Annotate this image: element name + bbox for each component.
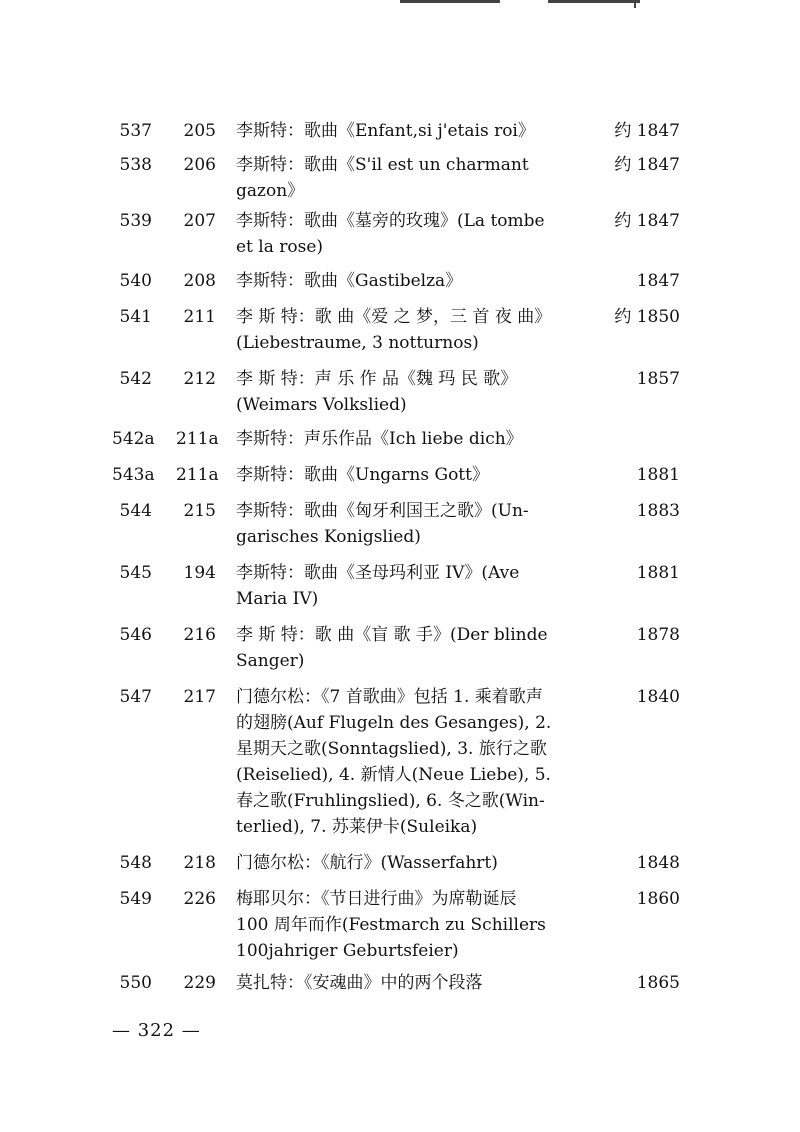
work-description bbox=[236, 268, 586, 294]
description-line: gazon》 bbox=[236, 181, 305, 201]
entry-number: 547 bbox=[119, 687, 152, 707]
catalog-ref: 217 bbox=[183, 687, 216, 707]
work-description bbox=[236, 560, 586, 612]
entry-number: 545 bbox=[119, 563, 152, 583]
work-description bbox=[236, 850, 586, 876]
description-line: 李 斯 特：声 乐 作 品《魏 玛 民 歌》 bbox=[236, 369, 518, 389]
year: 1881 bbox=[636, 563, 680, 583]
catalog-ref: 211a bbox=[176, 429, 219, 449]
year: 1881 bbox=[636, 465, 680, 485]
work-description bbox=[236, 886, 586, 964]
year: 约 1847 bbox=[614, 155, 680, 175]
catalog-ref: 194 bbox=[183, 563, 216, 583]
catalog-ref: 212 bbox=[183, 369, 216, 389]
description-line: 门德尔松：《航行》(Wasserfahrt) bbox=[236, 853, 498, 873]
work-description bbox=[236, 622, 586, 674]
top-rule-left bbox=[400, 0, 500, 3]
entry-number: 540 bbox=[119, 271, 152, 291]
entry-number: 539 bbox=[119, 211, 152, 231]
description-line: 李斯特：歌曲《圣母玛利亚 IV》(Ave bbox=[236, 563, 520, 583]
work-description bbox=[236, 970, 586, 996]
year: 1865 bbox=[636, 973, 680, 993]
catalog-ref: 211 bbox=[183, 307, 216, 327]
catalog-ref: 205 bbox=[183, 121, 216, 141]
description-line: 李 斯 特：歌 曲《爱 之 梦，三 首 夜 曲》 bbox=[236, 307, 552, 327]
description-line: 李斯特：歌曲《Enfant,si j'etais roi》 bbox=[236, 121, 535, 141]
work-description bbox=[236, 462, 586, 488]
description-line: 梅耶贝尔：《节日进行曲》为席勒诞辰 bbox=[236, 889, 517, 909]
work-description bbox=[236, 366, 586, 418]
work-description bbox=[236, 684, 586, 840]
year: 约 1847 bbox=[614, 121, 680, 141]
description-line: 李斯特：歌曲《Ungarns Gott》 bbox=[236, 465, 489, 485]
entry-number: 541 bbox=[119, 307, 152, 327]
description-line: Maria IV) bbox=[236, 589, 319, 609]
entry-number: 542a bbox=[112, 429, 155, 449]
work-description bbox=[236, 152, 586, 204]
description-line: 100 周年而作(Festmarch zu Schillers bbox=[236, 915, 546, 935]
description-line: 莫扎特：《安魂曲》中的两个段落 bbox=[236, 973, 483, 993]
entry-number: 548 bbox=[119, 853, 152, 873]
description-line: (Liebestraume, 3 notturnos) bbox=[236, 333, 479, 353]
year: 1848 bbox=[636, 853, 680, 873]
top-rule-tick bbox=[634, 0, 636, 8]
work-description bbox=[236, 118, 586, 144]
work-description bbox=[236, 426, 586, 452]
entry-number: 543a bbox=[112, 465, 155, 485]
description-line: 李斯特：声乐作品《Ich liebe dich》 bbox=[236, 429, 523, 449]
description-line: 春之歌(Fruhlingslied), 6. 冬之歌(Win- bbox=[236, 791, 545, 811]
entry-number: 538 bbox=[119, 155, 152, 175]
year: 1860 bbox=[636, 889, 680, 909]
description-line: 星期天之歌(Sonntagslied), 3. 旅行之歌 bbox=[236, 739, 547, 759]
year: 1840 bbox=[636, 687, 680, 707]
description-line: terlied), 7. 苏莱伊卡(Suleika) bbox=[236, 817, 478, 837]
page-number: — 322 — bbox=[112, 1020, 201, 1041]
catalog-ref: 211a bbox=[176, 465, 219, 485]
top-rule-right bbox=[548, 0, 640, 3]
catalog-ref: 216 bbox=[183, 625, 216, 645]
entry-number: 549 bbox=[119, 889, 152, 909]
catalog-ref: 206 bbox=[183, 155, 216, 175]
year: 1883 bbox=[636, 501, 680, 521]
description-line: 李 斯 特：歌 曲《盲 歌 手》(Der blinde bbox=[236, 625, 548, 645]
work-description bbox=[236, 498, 586, 550]
catalog-ref: 226 bbox=[183, 889, 216, 909]
description-line: 门德尔松：《7 首歌曲》包括 1. 乘着歌声 bbox=[236, 687, 543, 707]
work-description bbox=[236, 304, 586, 356]
description-line: 李斯特：歌曲《S'il est un charmant bbox=[236, 155, 529, 175]
description-line: 李斯特：歌曲《墓旁的玫瑰》(La tombe bbox=[236, 211, 545, 231]
description-line: et la rose) bbox=[236, 237, 324, 257]
year: 约 1850 bbox=[614, 307, 680, 327]
entry-number: 537 bbox=[119, 121, 152, 141]
description-line: (Reiselied), 4. 新情人(Neue Liebe), 5. bbox=[236, 765, 551, 785]
description-line: 的翅膀(Auf Flugeln des Gesanges), 2. bbox=[236, 713, 552, 733]
description-line: 李斯特：歌曲《Gastibelza》 bbox=[236, 271, 463, 291]
work-description bbox=[236, 208, 586, 260]
entry-number: 542 bbox=[119, 369, 152, 389]
description-line: garisches Konigslied) bbox=[236, 527, 421, 547]
catalog-ref: 207 bbox=[183, 211, 216, 231]
description-line: Sanger) bbox=[236, 651, 305, 671]
description-line: 李斯特：歌曲《匈牙利国王之歌》(Un- bbox=[236, 501, 529, 521]
entry-number: 544 bbox=[119, 501, 152, 521]
year: 约 1847 bbox=[614, 211, 680, 231]
year: 1857 bbox=[636, 369, 680, 389]
catalog-ref: 215 bbox=[183, 501, 216, 521]
catalog-ref: 229 bbox=[183, 973, 216, 993]
entry-number: 546 bbox=[119, 625, 152, 645]
year: 1878 bbox=[636, 625, 680, 645]
catalog-ref: 208 bbox=[183, 271, 216, 291]
entry-number: 550 bbox=[119, 973, 152, 993]
description-line: 100jahriger Geburtsfeier) bbox=[236, 941, 459, 961]
year: 1847 bbox=[636, 271, 680, 291]
description-line: (Weimars Volkslied) bbox=[236, 395, 407, 415]
catalog-ref: 218 bbox=[183, 853, 216, 873]
